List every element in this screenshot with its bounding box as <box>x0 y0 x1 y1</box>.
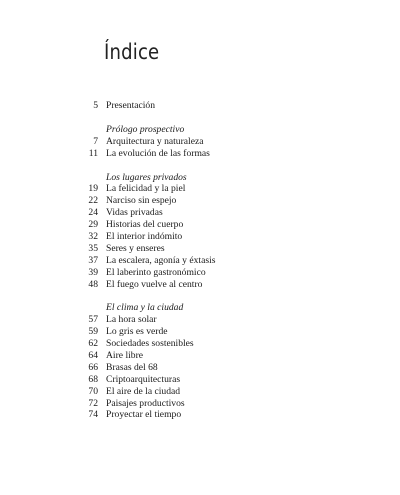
toc-section-title: Prólogo prospectivo <box>106 123 185 135</box>
toc-entry[interactable] <box>0 255 400 267</box>
toc-page-number: 11 <box>88 147 98 159</box>
toc-entry-label: Sociedades sostenibles <box>106 338 194 350</box>
toc-section-title: Los lugares privados <box>106 171 187 183</box>
toc-page-number: 37 <box>88 254 98 266</box>
toc-page-number: 68 <box>88 373 98 385</box>
toc-entry-label: Criptoarquitecturas <box>106 373 181 385</box>
toc-entry-label: Presentación <box>106 100 156 111</box>
toc-entry[interactable] <box>0 362 400 374</box>
toc-section <box>0 302 400 421</box>
toc-section <box>0 172 400 291</box>
toc-section-title: El clima y la ciudad <box>106 302 184 314</box>
toc-page-number: 19 <box>88 183 98 195</box>
toc-entry[interactable] <box>0 100 400 112</box>
toc-entry[interactable] <box>0 326 400 338</box>
toc-page-number: 59 <box>88 326 98 338</box>
toc-entry[interactable] <box>0 148 400 160</box>
toc-section <box>0 100 400 112</box>
toc-entry-label: La evolución de las formas <box>106 147 210 159</box>
toc-entry-label: El interior indómito <box>106 231 183 243</box>
toc-page-number: 57 <box>88 314 98 326</box>
toc-entry[interactable] <box>0 409 400 421</box>
toc-entry[interactable] <box>0 374 400 386</box>
toc-page-number: 64 <box>88 350 98 362</box>
toc-entry[interactable] <box>0 279 400 291</box>
toc-entry-label: El fuego vuelve al centro <box>106 278 203 290</box>
toc-page-number: 70 <box>88 385 98 397</box>
toc-entry[interactable] <box>0 314 400 326</box>
toc-entry[interactable] <box>0 267 400 279</box>
toc-entry-label: Aire libre <box>106 350 144 362</box>
toc-entry-label: Lo gris es verde <box>106 326 168 338</box>
toc-entry[interactable] <box>0 219 400 231</box>
toc-entry-label: Narciso sin espejo <box>106 195 177 207</box>
toc-page-number: 22 <box>88 195 98 207</box>
toc-entry[interactable] <box>0 350 400 362</box>
toc-page-number: 48 <box>88 278 98 290</box>
toc-entry-label: La escalera, agonía y éxtasis <box>106 254 216 266</box>
page-title: Índice <box>104 40 160 64</box>
toc-page-number: 5 <box>93 100 98 111</box>
toc-page-number: 35 <box>88 242 98 254</box>
toc-entry-label: El laberinto gastronómico <box>106 266 206 278</box>
toc-entry-label: La felicidad y la piel <box>106 183 186 195</box>
toc-entry[interactable] <box>0 398 400 410</box>
toc-page-number: 32 <box>88 231 98 243</box>
toc-entry-label: El aire de la ciudad <box>106 385 181 397</box>
toc-entry[interactable] <box>0 195 400 207</box>
toc-page-number: 7 <box>93 135 98 147</box>
toc-entry-label: Paisajes productivos <box>106 397 185 409</box>
toc-entry-label: Historias del cuerpo <box>106 219 184 231</box>
toc-entry-label: Seres y enseres <box>106 242 165 254</box>
toc-entry-label: Arquitectura y naturaleza <box>106 135 204 147</box>
toc-entry[interactable] <box>0 231 400 243</box>
toc-section <box>0 124 400 160</box>
toc-entry[interactable] <box>0 386 400 398</box>
toc-entry[interactable] <box>0 136 400 148</box>
table-of-contents <box>0 100 400 433</box>
toc-entry[interactable] <box>0 207 400 219</box>
toc-entry-label: Vidas privadas <box>106 207 163 219</box>
toc-page-number: 24 <box>88 207 98 219</box>
toc-entry[interactable] <box>0 338 400 350</box>
toc-entry[interactable] <box>0 243 400 255</box>
toc-entry-label: La hora solar <box>106 314 157 326</box>
toc-entry-label: Brasas del 68 <box>106 361 158 373</box>
toc-page-number: 66 <box>88 361 98 373</box>
toc-entry-label: Proyectar el tiempo <box>106 409 182 421</box>
toc-page-number: 72 <box>88 397 98 409</box>
toc-page-number: 29 <box>88 219 98 231</box>
toc-page-number: 62 <box>88 338 98 350</box>
toc-entry[interactable] <box>0 183 400 195</box>
toc-page-number: 39 <box>88 266 98 278</box>
toc-page-number: 74 <box>88 409 98 421</box>
